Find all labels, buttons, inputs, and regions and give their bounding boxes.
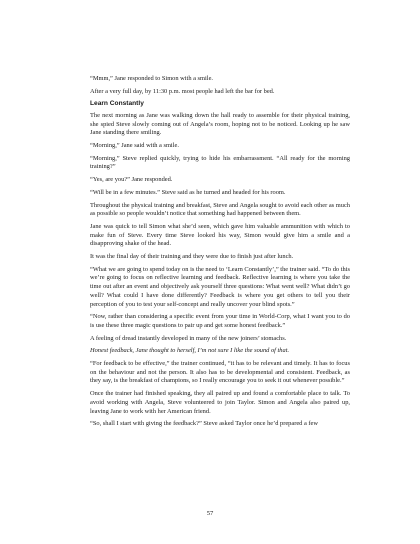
paragraph: “Now, rather than considering a specific event from your time in World-Corp, what I want you to do is use these three magic questions to pair up and get some honest feedback.” [90, 313, 350, 329]
paragraph: The next morning as Jane was walking down the hall ready to assemble for their physical training, she spied Steve slowly coming out of Angela’s room, hoping not to be noticed. Looking up he saw Jane standing there smiling. [90, 111, 350, 137]
paragraph: “What we are going to spend today on is the need to ‘Learn Constantly’,” the trainer said. “To do this we’re going to focus on reflective learning and feedback. Reflective learning is where you take the time out after an event and objectively ask yourself three questions: What went well? What didn’t go well? What could I have done differently? Feedback is where you get others to tell you their perception of you to test your self-concept and really uncover your blind spots.” [90, 265, 350, 308]
paragraph: Once the trainer had finished speaking, they all paired up and found a comfortable place to talk. To avoid working with Angela, Steve volunteered to join Taylor. Simon and Angela also paired up, leaving Jane to work with her American friend. [90, 390, 350, 415]
italic-thought: Honest feedback, Jane thought to herself, I’m not sure I like the sound of that. [90, 347, 290, 355]
paragraph: Throughout the physical training and breakfast, Steve and Angela sought to avoid each other as much as possible so people wouldn’t notice that something had happened between them. [90, 201, 350, 218]
paragraph: It was the final day of their training and they were due to finish just after lunch. [90, 253, 294, 261]
page-number: 57 [206, 510, 214, 517]
paragraph: “For feedback to be effective,” the trainer continued, “it has to be relevant and timely. It has to focus on the behaviour and not the person. It also has to be developmental and consistent. Feedback, as they say, is the breakfast of champions, so I really encourage you to seek it out whenever possible.” [90, 360, 350, 385]
paragraph: “Morning,” Steve replied quickly, trying to hide his embarrassment. “All ready for the morning training?” [90, 154, 350, 171]
paragraph: “Yes, are you?” Jane responded. [90, 176, 173, 184]
page-body [90, 75, 350, 433]
paragraph: “Morning,” Jane said with a smile. [90, 142, 179, 150]
section-heading: Learn Constantly [90, 100, 144, 108]
paragraph: Jane was quick to tell Simon what she’d seen, which gave him valuable ammunition with which to make fun of Steve. Every time Steve looked his way, Simon would give him a smile and a disapproving shake of the head. [90, 222, 350, 248]
paragraph: “Mmm,” Jane responded to Simon with a smile. [90, 75, 214, 82]
paragraph: A feeling of dread instantly developed in many of the new joiners’ stomachs. [90, 334, 287, 342]
paragraph: After a very full day, by 11:30 p.m. most people had left the bar for bed. [90, 87, 275, 95]
paragraph: “Will be in a few minutes.” Steve said as he turned and headed for his room. [90, 188, 286, 196]
paragraph: “So, shall I start with giving the feedback?” Steve asked Taylor once he’d prepared a few [90, 420, 318, 428]
